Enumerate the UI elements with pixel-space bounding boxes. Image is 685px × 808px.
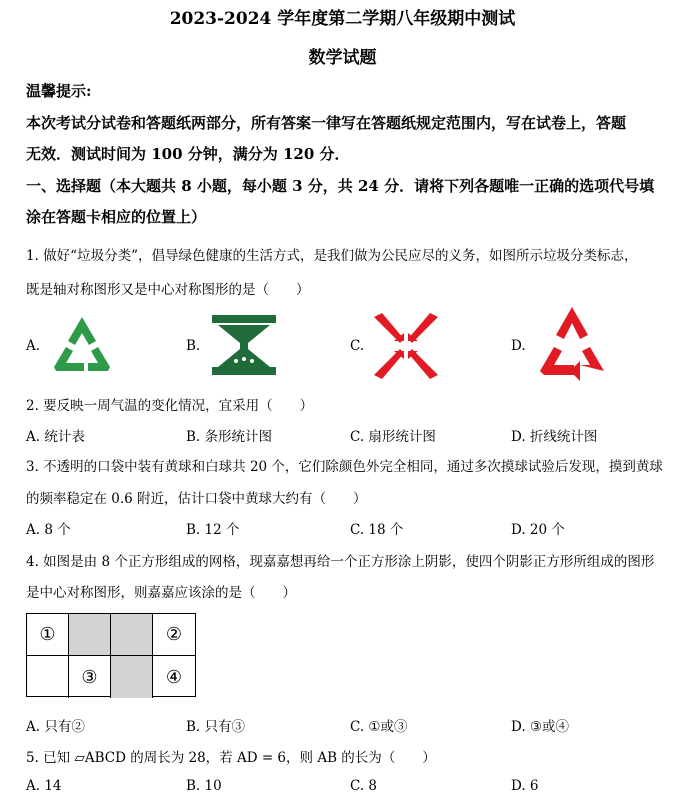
- grid-cell-empty: [27, 656, 69, 698]
- question-1-line-2: 既是轴对称图形又是中心对称图形的是（ ）: [26, 282, 310, 298]
- grid-cell-4: ④: [165, 666, 183, 688]
- question-1-option-a: A.: [26, 338, 41, 354]
- section-heading-line-1: 一、选择题（本大题共 8 小题，每小题 3 分，共 24 分．请将下列各题唯一正确的选项代号填: [26, 177, 655, 195]
- grid-cell-shaded: [111, 614, 153, 656]
- question-3-line-2: 的频率稳定在 0.6 附近，估计口袋中黄球大约有（ ）: [26, 491, 367, 507]
- question-3-option-b: B. 12 个: [186, 522, 240, 538]
- kitchen-waste-icon: [208, 313, 280, 377]
- grid-cell-shaded: [69, 614, 111, 656]
- question-2-option-b: B. 条形统计图: [186, 429, 273, 445]
- question-2-option-c: C. 扇形统计图: [350, 429, 436, 445]
- question-2-option-a: A. 统计表: [26, 429, 85, 445]
- question-1-option-c: C.: [350, 338, 365, 354]
- notice-heading: 温馨提示:: [26, 82, 92, 100]
- notice-line-1: 本次考试分试卷和答题纸两部分，所有答案一律写在答题纸规定范围内，写在试卷上，答题: [26, 114, 627, 132]
- question-4-line-1: 4. 如图是由 8 个正方形组成的网格，现嘉嘉想再给一个正方形涂上阴影，使四个阴影正方形所组成的图形: [26, 554, 655, 570]
- notice-line-2: 无效．测试时间为 100 分钟，满分为 120 分．: [26, 145, 350, 163]
- grid-cell-3: ③: [69, 656, 111, 698]
- question-4-option-c: C. ①或③: [350, 719, 408, 735]
- question-1-line-1: 1. 做好“垃圾分类”，倡导绿色健康的生活方式，是我们做为公民应尽的义务，如图所示垃圾分类标志，: [26, 248, 638, 264]
- grid-cell-shaded: [111, 656, 153, 698]
- question-4-option-a: A. 只有②: [26, 719, 85, 735]
- square-grid-figure: [26, 613, 196, 697]
- question-4-line-2: 是中心对称图形，则嘉嘉应该涂的是（ ）: [26, 585, 296, 601]
- question-3-line-1: 3. 不透明的口袋中装有黄球和白球共 20 个，它们除颜色外完全相同，通过多次摸球试验后发现，摸到黄球: [26, 459, 663, 475]
- question-5-option-b: B. 10: [186, 778, 222, 794]
- question-1-option-b: B.: [186, 338, 201, 354]
- question-3-option-a: A. 8 个: [26, 522, 71, 538]
- question-5-option-d: D. 6: [511, 778, 539, 794]
- question-5-line-1: 5. 已知 ▱ABCD 的周长为 28，若 AD = 6，则 AB 的长为（ ）: [26, 750, 436, 766]
- question-4-option-b: B. 只有③: [186, 719, 246, 735]
- question-2-line-1: 2. 要反映一周气温的变化情况，宜采用（ ）: [26, 398, 314, 414]
- harmful-waste-icon: [370, 311, 442, 381]
- question-4-option-d: D. ③或④: [511, 719, 570, 735]
- exam-subtitle: 数学试题: [308, 48, 377, 68]
- question-5-option-a: A. 14: [26, 778, 62, 794]
- exam-title: 2023-2024 学年度第二学期八年级期中测试: [169, 9, 516, 29]
- recycle-green-icon: [46, 313, 118, 377]
- question-3-option-d: D. 20 个: [511, 522, 565, 538]
- question-3-option-c: C. 18 个: [350, 522, 404, 538]
- grid-cell-2: ②: [153, 614, 195, 656]
- section-heading-line-2: 涂在答题卡相应的位置上）: [26, 208, 207, 226]
- question-1-option-d: D.: [511, 338, 526, 354]
- question-5-option-c: C. 8: [350, 778, 378, 794]
- recycle-red-icon: [534, 305, 610, 385]
- grid-cell-1: ①: [27, 614, 69, 656]
- question-2-option-d: D. 折线统计图: [511, 429, 598, 445]
